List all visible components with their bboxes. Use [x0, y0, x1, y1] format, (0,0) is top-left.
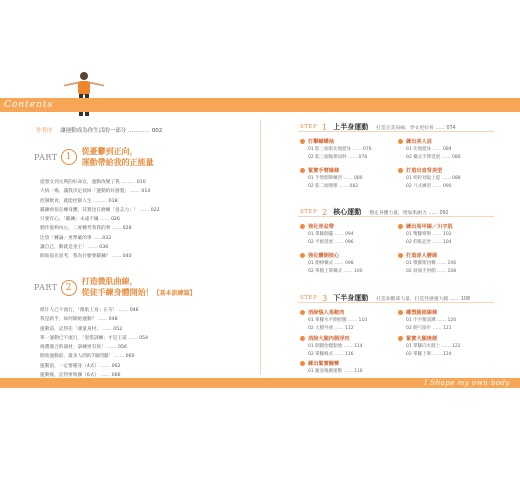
part2-heading	[34, 276, 196, 299]
part1-heading	[34, 146, 154, 168]
exercise-item[interactable]: 02 大腿外展 …… 112	[308, 325, 354, 331]
exercise-group	[398, 308, 494, 332]
bullet-icon	[398, 310, 403, 315]
exercise-group	[300, 251, 396, 275]
exercise-group	[300, 137, 396, 161]
contents-band	[0, 98, 520, 112]
part-number-badge: 1	[61, 149, 77, 165]
footer-label: I Shape my own body	[424, 379, 510, 387]
bullet-icon	[300, 168, 305, 173]
exercise-item[interactable]: 02 單腿上舉橫式 …… 100	[308, 268, 363, 274]
bullet-icon	[300, 253, 305, 258]
group-title: 打造迷人腰線	[406, 253, 438, 259]
toc-item[interactable]: 鍛鍊看似在練身體，其實也在磨練「意志力」！ …… 022	[40, 207, 160, 213]
step-subtitle: 打造完美肩線，穿衣更好看 …… 074	[376, 125, 456, 131]
toc-item[interactable]: 紙片人已不流行，「微肌上身」正夯！ …… 046	[40, 308, 139, 313]
part-word: PART	[34, 152, 58, 162]
bullet-icon	[398, 336, 403, 341]
preface-tag: 作者序	[36, 128, 53, 134]
toc-item[interactable]: 讓自己，動就是金王！ …… 036	[40, 245, 109, 251]
bullet-icon	[300, 361, 305, 366]
group-title: 練出緊實翹臀	[308, 361, 340, 367]
toc-item[interactable]: 只要有心，「鍛鍊」永遠不嫌 …… 026	[40, 217, 120, 223]
exercise-item[interactable]: 02 肱二頭彎舉 …… 082	[308, 183, 359, 189]
step-number: 3	[322, 293, 328, 303]
bullet-icon	[398, 253, 403, 258]
exercise-item[interactable]: 02 側弓箭步 …… 121	[406, 325, 452, 331]
exercise-item[interactable]: 02 平板延展 …… 096	[308, 239, 354, 245]
group-title: 消除惱人馬鞍肉	[308, 310, 345, 316]
toc-item[interactable]: 控制飲食，就能控制人生 ……… 018	[40, 198, 118, 204]
group-title: 緊實手臂線條	[308, 168, 340, 174]
bullet-icon	[398, 168, 403, 173]
exercise-group	[398, 251, 494, 275]
step-label: STEP	[300, 295, 318, 301]
group-title: 打擊蝴蝶袖	[308, 139, 334, 145]
exercise-item[interactable]: 01 單腳向水踏上 …… 122	[406, 344, 461, 349]
toc-item[interactable]: 運動前，記得先「測量身材」 …… 052	[40, 326, 123, 332]
exercise-item[interactable]: 01 雙腳彎舉 …… 102	[406, 232, 452, 237]
exercise-group	[398, 334, 494, 358]
exercise-group	[300, 222, 396, 246]
group-title: 練出馬甲線／川字肌	[406, 224, 453, 230]
group-title: 緊實大腿後側	[406, 336, 438, 342]
step-title: 上半身運動	[333, 123, 369, 131]
bullet-icon	[398, 224, 403, 229]
group-title: 消除大腿內側浮肉	[308, 336, 350, 342]
exercise-group	[398, 222, 494, 246]
exercise-item[interactable]: 02 肱三頭後舉屈肘 …… 078	[308, 154, 368, 160]
toc-item[interactable]: 大病一場，讓我決定找回「運動的好感覺」 …… 014	[40, 189, 151, 195]
preface-text: 讓運動成為你生活的一部分 ………… 002	[60, 128, 163, 134]
exercise-group	[300, 166, 396, 190]
exercise-group	[300, 359, 396, 376]
part2-title-suffix: 【基本訓練篇】	[153, 290, 196, 297]
part1-list	[40, 178, 160, 262]
bullet-icon	[300, 139, 305, 144]
toc-item[interactable]: 開始運動前，最多人問的7個問題！ …… 060	[40, 354, 135, 360]
exercise-item[interactable]: 01 側棒橫式 …… 098	[308, 261, 354, 266]
toc-item[interactable]: 開始前先思考，我為什麼要鍛鍊？ …… 040	[40, 254, 132, 260]
part-number-badge: 2	[61, 280, 77, 296]
toc-item[interactable]: 運動前，一定要暖身（4式） …… 062	[40, 363, 121, 369]
group-title: 打造出直背美型	[406, 168, 443, 174]
exercise-item[interactable]: 01 單腳側擺 …… 094	[308, 232, 354, 237]
bullet-icon	[300, 224, 305, 229]
group-title: 強化體側核心	[308, 253, 340, 259]
page-divider	[260, 120, 261, 375]
toc-item[interactable]: 比管「賽論」更準確的事 ……032	[40, 235, 112, 241]
exercise-item[interactable]: 02 仰臥起坐 …… 104	[406, 239, 452, 245]
exercise-item[interactable]: 01 伏地挺身 …… 084	[406, 147, 452, 152]
exercise-item[interactable]: 01 單腳水平側抬腿 …… 110	[308, 318, 368, 323]
toc-item[interactable]: 單一運動已不流行，「混搭訓練」才是王道 …… 054	[40, 335, 149, 341]
group-title: 雕塑腿部線條	[406, 310, 438, 316]
bullet-icon	[300, 336, 305, 341]
exercise-group	[300, 308, 396, 332]
exercise-item[interactable]: 01 啞鈴划船上提 …… 088	[406, 176, 461, 181]
step-number: 2	[322, 207, 328, 217]
group-title: 強化骨盆帶	[308, 224, 334, 230]
group-title: 練出美人肩	[406, 139, 432, 145]
toc-item[interactable]: 運動後，記得要收操（6式） …… 066	[40, 373, 121, 379]
exercise-item[interactable]: 01 側腿抬腿點地 …… 114	[308, 344, 363, 349]
step-rule	[298, 302, 494, 303]
exercise-group	[300, 334, 396, 358]
part1-title: 從憂鬱到正向， 運動帶給我的正能量	[81, 146, 154, 167]
step-subtitle: 打造加腿部力量，打造性感蜜大腿 …… 108	[376, 296, 471, 302]
exercise-item[interactable]: 02 弓式練習 …… 090	[406, 183, 452, 189]
exercise-group	[398, 166, 494, 190]
toc-item[interactable]: 我是新手，如何開始運動？ …… 048	[40, 317, 118, 323]
step-title: 下半身運動	[333, 294, 369, 302]
toc-item[interactable]: 動作從夠內心，二度轉考我我的事 …… 028	[40, 226, 132, 232]
exercise-item[interactable]: 01 跪姿後踢運動 …… 116	[308, 369, 363, 374]
step-label: STEP	[300, 124, 318, 130]
step-number: 1	[322, 122, 328, 132]
toc-item[interactable]: 從想女到元利的好命女，運動改變了我 ……… 010	[40, 180, 146, 185]
bullet-icon	[398, 139, 403, 144]
exercise-item[interactable]: 02 單腳蜂式 …… 116	[308, 351, 354, 357]
exercise-item[interactable]: 01 不平衡深蹲 …… 120	[406, 318, 457, 323]
exercise-group	[398, 137, 494, 161]
bullet-icon	[300, 310, 305, 315]
step-subtitle: 穩定身體力量，增加肌耐力 …… 092	[369, 210, 449, 216]
step-label: STEP	[300, 209, 318, 215]
step-rule	[298, 131, 494, 132]
step-rule	[298, 216, 494, 217]
part-word: PART	[34, 283, 58, 292]
preface-entry[interactable]	[36, 126, 162, 134]
part2-title: 打造微肌曲線， 從徒手練身體開始！【基本訓練篇】	[81, 276, 196, 297]
exercise-item[interactable]: 01 肱三頭肌伏地挺身 …… 076	[308, 147, 372, 152]
exercise-item[interactable]: 02 單腳上舉 …… 124	[406, 351, 452, 357]
exercise-item[interactable]: 01 俄羅斯扭轉 …… 106	[406, 261, 457, 266]
toc-item[interactable]: 挑選適合的器材，訓練更有效！ …… 056	[40, 345, 127, 351]
contents-label: Contents	[4, 100, 54, 110]
exercise-item[interactable]: 02 斜坡手肘側 …… 108	[406, 268, 457, 274]
step-title: 核心運動	[333, 208, 362, 216]
exercise-item[interactable]: 02 橫式手臂延展 …… 086	[406, 154, 461, 160]
exercise-item[interactable]: 01 手臂側舉練習 …… 080	[308, 176, 363, 181]
